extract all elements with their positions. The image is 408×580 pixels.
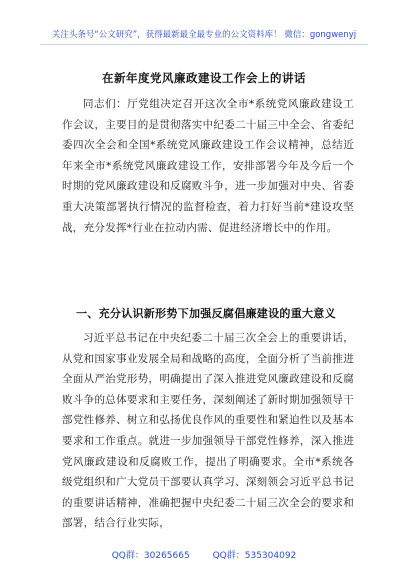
section-heading-1: 一、充分认识新形势下加强反腐倡廉建设的重大意义 [76, 307, 336, 320]
header-divider [40, 44, 368, 45]
footer-contact [0, 548, 408, 561]
document-title: 在新年度党风廉政建设工作会上的讲话 [102, 71, 306, 85]
footer-qq-group-1: QQ群：30265665 [111, 551, 190, 561]
header-promo-note: 关注头条号“公文研究”，获得最新最全最专业的公文资料库！ 微信：gongwenyj [51, 30, 357, 40]
paragraph-section-1: 习近平总书记在中央纪委二十届三次全会上的重要讲话，从党和国家事业发展全局和战略的高度，全面分析了当前推进全面从严治党形势，明确提出了深入推进党风廉政建设和反腐败斗争的总体要求和主要任务，深刻阐述了新时期加强领导干部党性修养、树立和弘扬优良作风的重要性和紧迫性以及基本要求和工作重点。就进一步加强领导干部党性修养，深入推进党风廉政建设和反腐败工作，提出了明确要求。全市*系统各级党组织和广大党员干部要认真学习、深刻领会习近平总书记的重要讲话精神，准确把握中央纪委二十届三次全会的要求和部署，结合行业实际， [62, 332, 354, 530]
footer-qq-group-2: QQ群：535304092 [212, 551, 297, 561]
paragraph-opening: 同志们：厅党组决定召开这次全市*系统党风廉政建设工作会议，主要目的是贯彻落实中纪委二十届三中全会、省委纪委四次全会和全国*系统党风廉政建设工作会议精神，总结近年来全市*系统党风廉政建设工作，安排部署今年及今后一个时期的党风廉政建设和反腐败斗争，进一步加强对中央、省委重大决策部署执行情况的监督检查，着力打好当前*建设攻坚战，充分发挥*行业在拉动内需、促进经济增长中的作用。 [62, 98, 354, 234]
